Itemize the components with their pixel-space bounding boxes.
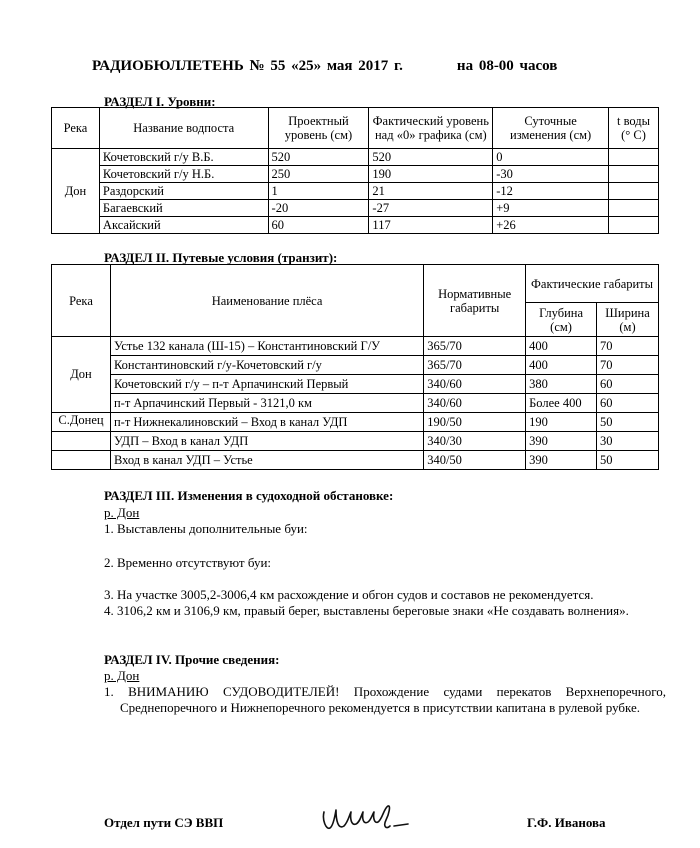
- actual-level: 190: [369, 166, 493, 183]
- section4-river: р. Дон: [104, 668, 140, 683]
- daily-change: -30: [493, 166, 609, 183]
- section4-item-1: 1. ВНИМАНИЮ СУДОВОДИТЕЛЕЙ! Прохождение судами перекатов Верхнепоречного, Среднепоречного и Нижнепоречного рекомендуется в присутствии капитана в рулевой рубке.: [104, 684, 666, 715]
- reach-name: УДП – Вход в канал УДП: [110, 432, 423, 451]
- table-row: [52, 413, 659, 432]
- actual-width: 60: [597, 375, 659, 394]
- section1-heading: РАЗДЕЛ I. Уровни:: [104, 94, 216, 109]
- handwritten-signature: [318, 800, 414, 838]
- norm-dims: 340/60: [424, 394, 526, 413]
- section3-item-1: 1. Выставлены дополнительные буи:: [104, 521, 308, 536]
- daily-change: +26: [493, 217, 609, 234]
- actual-level: 117: [369, 217, 493, 234]
- table-row: [52, 217, 659, 234]
- actual-width: 60: [597, 394, 659, 413]
- actual-level: 21: [369, 183, 493, 200]
- norm-dims: 340/30: [424, 432, 526, 451]
- post-name: Багаевский: [99, 200, 268, 217]
- transit-river-empty: [52, 451, 111, 470]
- table-row: [52, 375, 659, 394]
- post-name: Аксайский: [99, 217, 268, 234]
- norm-dims: 340/50: [424, 451, 526, 470]
- actual-width: 70: [597, 337, 659, 356]
- actual-depth: 390: [526, 451, 597, 470]
- section3-river: р. Дон: [104, 505, 140, 520]
- department-label: Отдел пути СЭ ВВП: [104, 815, 224, 830]
- water-temp: [609, 166, 659, 183]
- transit-header-norm: Нормативные габариты: [424, 265, 526, 337]
- transit-river-sdonets: С.Донец: [52, 413, 111, 432]
- actual-width: 70: [597, 356, 659, 375]
- project-level: 250: [268, 166, 369, 183]
- post-name: Кочетовский г/у В.Б.: [99, 149, 268, 166]
- levels-header-change: Суточные изменения (см): [493, 108, 609, 149]
- post-name: Раздорский: [99, 183, 268, 200]
- norm-dims: 190/50: [424, 413, 526, 432]
- transit-river-don: Дон: [52, 337, 111, 413]
- daily-change: 0: [493, 149, 609, 166]
- project-level: -20: [268, 200, 369, 217]
- table-row: [52, 337, 659, 356]
- actual-width: 50: [597, 413, 659, 432]
- water-temp: [609, 183, 659, 200]
- reach-name: п-т Арпачинский Первый - 3121,0 км: [110, 394, 423, 413]
- table-row: [52, 200, 659, 217]
- actual-level: -27: [369, 200, 493, 217]
- table-row: [52, 166, 659, 183]
- table-row: [52, 394, 659, 413]
- section3-item-3: 3. На участке 3005,2-3006,4 км расхождение и обгон судов и составов не рекомендуется.: [104, 587, 594, 602]
- project-level: 520: [268, 149, 369, 166]
- section3-item-4: 4. 3106,2 км и 3106,9 км, правый берег, выставлены береговые знаки «Не создавать волнения».: [104, 603, 629, 618]
- project-level: 60: [268, 217, 369, 234]
- actual-depth: Более 400: [526, 394, 597, 413]
- levels-header-post: Название водпоста: [99, 108, 268, 149]
- reach-name: Константиновский г/у-Кочетовский г/у: [110, 356, 423, 375]
- actual-depth: 400: [526, 356, 597, 375]
- section3-item-2: 2. Временно отсутствуют буи:: [104, 555, 272, 570]
- reach-name: Устье 132 канала (Ш-15) – Константиновский Г/У: [110, 337, 423, 356]
- section4-heading: РАЗДЕЛ IV. Прочие сведения:: [104, 652, 280, 667]
- levels-header-actual: Фактический уровень над «0» графика (см): [369, 108, 493, 149]
- norm-dims: 365/70: [424, 356, 526, 375]
- levels-header-project: Проектный уровень (см): [268, 108, 369, 149]
- transit-table: [51, 264, 659, 470]
- reach-name: Кочетовский г/у – п-т Арпачинский Первый: [110, 375, 423, 394]
- project-level: 1: [268, 183, 369, 200]
- transit-header-actual: Фактические габариты: [526, 265, 659, 303]
- table-row: [52, 356, 659, 375]
- post-name: Кочетовский г/у Н.Б.: [99, 166, 268, 183]
- bulletin-time: на 08-00 часов: [456, 58, 558, 74]
- actual-depth: 400: [526, 337, 597, 356]
- section2-heading: РАЗДЕЛ II. Путевые условия (транзит):: [104, 250, 338, 265]
- transit-header-reach: Наименование плёса: [110, 265, 423, 337]
- transit-header-river: Река: [52, 265, 111, 337]
- signatory-name: Г.Ф. Иванова: [527, 815, 606, 830]
- reach-name: Вход в канал УДП – Устье: [110, 451, 423, 470]
- water-temp: [609, 217, 659, 234]
- transit-header-width: Ширина (м): [597, 303, 659, 337]
- section3-heading: РАЗДЕЛ III. Изменения в судоходной обстановке:: [104, 488, 394, 503]
- water-temp: [609, 149, 659, 166]
- actual-depth: 380: [526, 375, 597, 394]
- actual-width: 30: [597, 432, 659, 451]
- norm-dims: 365/70: [424, 337, 526, 356]
- reach-name: п-т Нижнекалиновский – Вход в канал УДП: [110, 413, 423, 432]
- transit-river-empty: [52, 432, 111, 451]
- water-temp: [609, 200, 659, 217]
- bulletin-title: [92, 58, 557, 75]
- levels-river: Дон: [52, 149, 100, 234]
- daily-change: +9: [493, 200, 609, 217]
- actual-depth: 190: [526, 413, 597, 432]
- actual-width: 50: [597, 451, 659, 470]
- actual-depth: 390: [526, 432, 597, 451]
- table-row: [52, 451, 659, 470]
- bulletin-number-date: РАДИОБЮЛЛЕТЕНЬ № 55 «25» мая 2017 г.: [92, 58, 403, 74]
- levels-table: [51, 107, 659, 234]
- levels-header-river: Река: [52, 108, 100, 149]
- actual-level: 520: [369, 149, 493, 166]
- levels-header-temp: t воды (° С): [609, 108, 659, 149]
- table-row: [52, 183, 659, 200]
- norm-dims: 340/60: [424, 375, 526, 394]
- transit-header-depth: Глубина (см): [526, 303, 597, 337]
- table-row: [52, 432, 659, 451]
- table-row: [52, 149, 659, 166]
- daily-change: -12: [493, 183, 609, 200]
